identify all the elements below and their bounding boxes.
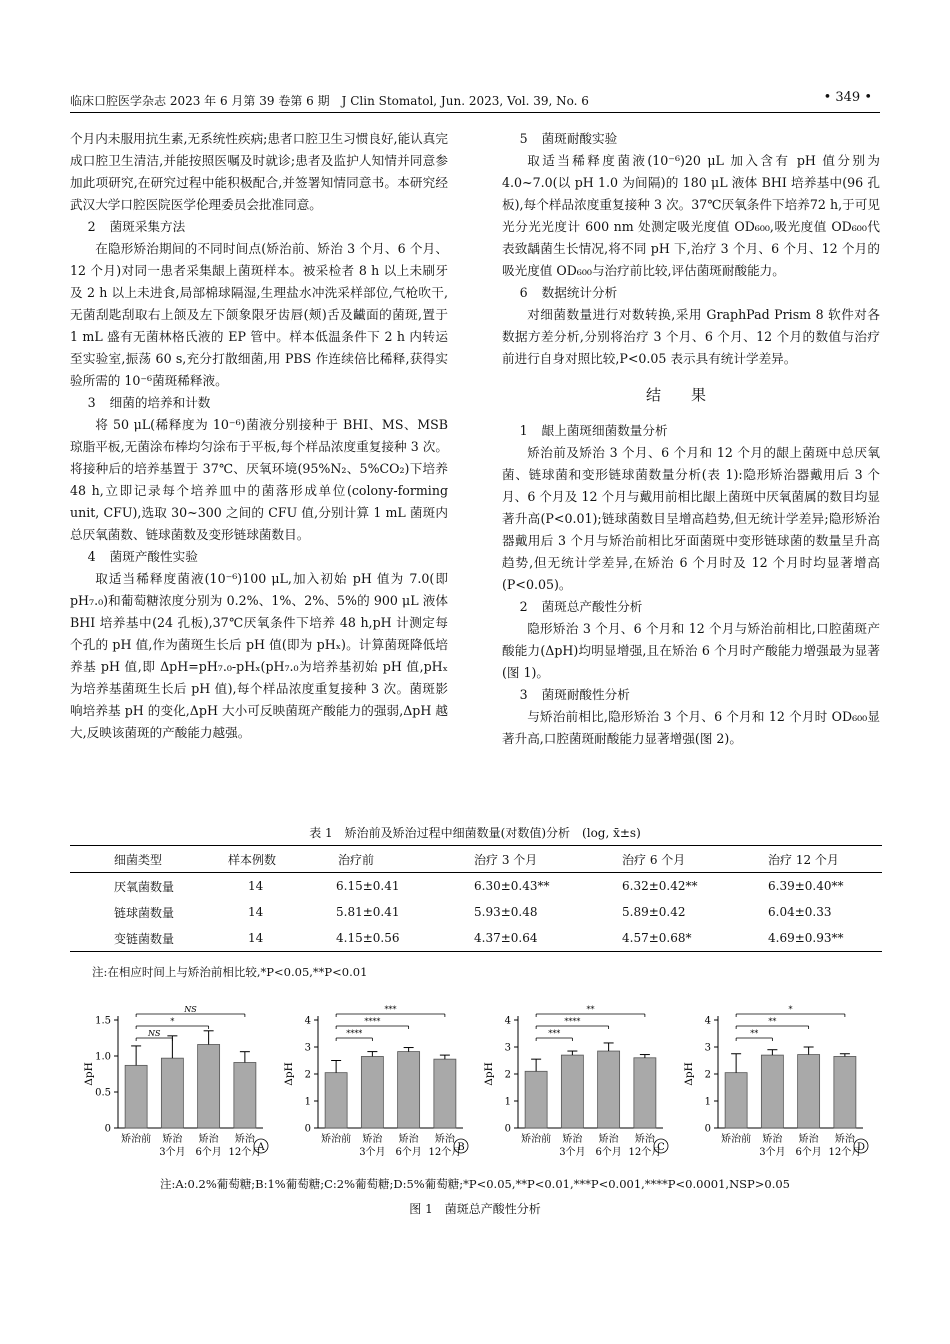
table-cell: 14 [248, 879, 264, 893]
y-tick-label: 4 [704, 1015, 711, 1027]
significance-label: ** [586, 1005, 595, 1014]
x-tick-label: 3个月 [359, 1147, 386, 1158]
table-cell: 厌氧菌数量 [114, 879, 175, 894]
section-heading: 1 龈上菌斑细菌数量分析 [519, 423, 668, 438]
x-tick-label: 6个月 [595, 1147, 622, 1158]
table-cell: 14 [248, 905, 264, 919]
y-tick-label: 0 [104, 1123, 111, 1135]
x-tick-label: 矫治 [634, 1134, 655, 1145]
paragraph: 对细菌数量进行对数转换,采用 GraphPad Prism 8 软件对各数据方差分析,分别将治疗 3 个月、6 个月、12 个月的数值与治疗前进行自身对照比较,P<0.05 表示具有统计学差异。 [502, 307, 880, 366]
y-tick-label: 4 [304, 1015, 311, 1027]
bar [161, 1058, 183, 1128]
y-tick-label: 1.5 [95, 1015, 111, 1027]
x-tick-label: 3个月 [759, 1147, 786, 1158]
bar [325, 1073, 347, 1128]
table-cell: 5.93±0.48 [474, 905, 538, 919]
panel-letter: C [657, 1142, 665, 1153]
table-header-row [70, 846, 882, 873]
table-row [70, 899, 882, 925]
y-tick-label: 2 [704, 1069, 711, 1081]
table-cell: 6.15±0.41 [336, 879, 400, 893]
section-heading: 3 细菌的培养和计数 [87, 395, 211, 410]
bar [125, 1065, 147, 1128]
section-heading: 4 菌斑产酸性实验 [87, 549, 198, 564]
column-header: 治疗前 [338, 852, 375, 867]
bar [234, 1062, 256, 1128]
x-tick-label: 矫治 [198, 1134, 219, 1145]
bar [525, 1071, 547, 1128]
y-tick-label: 3 [504, 1042, 511, 1054]
column-header: 治疗 6 个月 [622, 852, 686, 867]
section-heading: 5 菌斑耐酸实验 [519, 131, 618, 146]
y-tick-label: 1 [704, 1096, 711, 1108]
y-tick-label: 4 [504, 1015, 511, 1027]
x-tick-label: 12个月 [428, 1147, 462, 1158]
paragraph: 个月内未服用抗生素,无系统性疾病;患者口腔卫生习惯良好,能认真完成口腔卫生清洁,并能按照医嘱及时就诊;患者及监护人知情并同意参加此项研究,在研究过程中能积极配合,并签署知情同意书。本研究经武汉大学口腔医院医学伦理委员会批准同意。 [70, 131, 448, 212]
table-note: 注:在相应时间上与矫治前相比较,*P<0.05,**P<0.01 [92, 965, 368, 979]
x-tick-label: 矫治 [234, 1134, 255, 1145]
bar [198, 1044, 220, 1128]
significance-label: NS [184, 1005, 197, 1014]
x-tick-label: 6个月 [195, 1147, 222, 1158]
data-table [70, 845, 882, 952]
table-row [70, 873, 882, 900]
significance-label: **** [346, 1029, 363, 1038]
table-cell: 4.69±0.93** [768, 931, 844, 945]
x-tick-label: 12个月 [628, 1147, 662, 1158]
table-cell: 6.32±0.42** [622, 879, 698, 893]
bar [598, 1051, 620, 1128]
x-tick-label: 12个月 [828, 1147, 862, 1158]
y-tick-label: 0.5 [95, 1087, 111, 1099]
bar [725, 1073, 747, 1128]
table-row [70, 925, 882, 952]
y-axis-label: ΔpH [483, 1062, 495, 1086]
significance-label: NS [148, 1029, 161, 1038]
section-heading: 6 数据统计分析 [519, 285, 618, 300]
figure-1-bar-charts [78, 990, 878, 1175]
bar [798, 1055, 820, 1128]
y-tick-label: 3 [304, 1042, 311, 1054]
significance-label: ** [750, 1029, 759, 1038]
column-header: 治疗 3 个月 [474, 852, 538, 867]
y-tick-label: 2 [304, 1069, 311, 1081]
x-tick-label: 矫治前 [321, 1134, 352, 1145]
table-cell: 4.37±0.64 [474, 931, 538, 945]
table-cell: 14 [248, 931, 264, 945]
header-rule [70, 112, 880, 113]
paragraph: 取适当稀释度菌液(10⁻⁶)20 μL 加入含有 pH 值分别为 4.0~7.0(以 pH 1.0 为间隔)的 180 μL 液体 BHI 培养基中(96 孔板),每个样品浓度重复接种 3 次。37℃厌氧条件下培养72 h,于可见光分光光度计 600 nm 处测定吸光度值 OD₆₀₀,吸光度值 OD₆₀₀代表致龋菌生长情况,将不同 pH 下,治疗 3 个月、6 个月、12 个月的吸光度值 OD₆₀₀与治疗前比较,评估菌斑耐酸能力。 [502, 153, 880, 278]
x-tick-label: 3个月 [159, 1147, 186, 1158]
table-cell: 5.89±0.42 [622, 905, 686, 919]
significance-label: *** [548, 1029, 561, 1038]
y-tick-label: 2 [504, 1069, 511, 1081]
y-axis-label: ΔpH [683, 1062, 695, 1086]
running-header: 临床口腔医学杂志 2023 年 6 月第 39 卷第 6 期 J Clin Stomatol, Jun. 2023, Vol. 39, No. 6 [70, 94, 589, 108]
bar [361, 1056, 383, 1128]
table-cell: 6.30±0.43** [474, 879, 550, 893]
y-tick-label: 0 [704, 1123, 711, 1135]
significance-label: **** [364, 1017, 381, 1026]
y-tick-label: 1 [304, 1096, 311, 1108]
bar [761, 1055, 783, 1128]
left-column [70, 128, 448, 744]
y-tick-label: 1 [504, 1096, 511, 1108]
column-header: 治疗 12 个月 [768, 852, 839, 867]
panel-letter: D [856, 1142, 866, 1153]
right-column [502, 128, 880, 750]
paragraph: 将 50 μL(稀释度为 10⁻⁶)菌液分别接种于 BHI、MS、MSB 琼脂平板,无菌涂布棒均匀涂布于平板,每个样品浓度重复接种 3 次。将接种后的培养基置于 37℃、厌氧环境(95%N₂、5%CO₂)下培养 48 h,立即记录每个培养皿中的菌落形成单位(colony-forming unit, CFU),选取 30~300 之间的 CFU 值,分别计算 1 mL 菌斑内总厌氧菌数、链球菌数及变形链球菌数目。 [70, 417, 448, 542]
x-tick-label: 矫治 [762, 1134, 783, 1145]
bar [434, 1059, 456, 1128]
section-heading: 3 菌斑耐酸性分析 [519, 687, 630, 702]
section-heading: 2 菌斑总产酸性分析 [519, 599, 643, 614]
paragraph: 矫治前及矫治 3 个月、6 个月和 12 个月的龈上菌斑中总厌氧菌、链球菌和变形链球菌数量分析(表 1):隐形矫治器戴用后 3 个月、6 个月及 12 个月与戴用前相比龈上菌斑中厌氧菌属的数目均显著升高(P<0.01);链球菌数目呈增高趋势,但无统计学差异;隐形矫治器戴用后 3 个月与矫治前相比牙面菌斑中变形链球菌的数量呈升高趋势,但无统计学差异,在矫治 6 个月时及 12 个月时均显著增高(P<0.05)。 [502, 445, 880, 592]
y-tick-label: 3 [704, 1042, 711, 1054]
x-tick-label: 矫治 [398, 1134, 419, 1145]
x-tick-label: 矫治前 [121, 1134, 152, 1145]
significance-label: *** [384, 1005, 397, 1014]
x-tick-label: 矫治 [562, 1134, 583, 1145]
figure-note: 注:A:0.2%葡萄糖;B:1%葡萄糖;C:2%葡萄糖;D:5%葡萄糖;*P<0.05,**P<0.01,***P<0.001,****P<0.0001,NSP>0.05 [160, 1177, 790, 1191]
table-caption: 表 1 矫治前及矫治过程中细菌数量(对数值)分析 (log, x̄±s) [309, 826, 641, 840]
bar [634, 1058, 656, 1128]
paragraph: 在隐形矫治期间的不同时间点(矫治前、矫治 3 个月、6 个月、12 个月)对同一患者采集龈上菌斑样本。被采检者 8 h 以上未刷牙及 2 h 以上未进食,局部棉球隔湿,生理盐水冲洗采样部位,气枪吹干,无菌刮匙刮取右上颌及左下颌象限牙齿唇(颊)舌及䶪面的菌斑,置于 1 mL 盛有无菌林格氏液的 EP 管中。样本低温条件下 2 h 内转运至实验室,振荡 60 s,充分打散细菌,用 PBS 作连续倍比稀释,获得实验所需的 10⁻⁶菌斑稀释液。 [70, 241, 448, 388]
bar [398, 1052, 420, 1128]
section-heading: 2 菌斑采集方法 [87, 219, 186, 234]
x-tick-label: 矫治 [834, 1134, 855, 1145]
y-tick-label: 0 [504, 1123, 511, 1135]
table-cell: 变链菌数量 [114, 931, 175, 946]
y-axis-label: ΔpH [83, 1062, 95, 1086]
column-header: 细菌类型 [114, 852, 163, 867]
column-header: 样本例数 [228, 852, 277, 867]
significance-label: * [788, 1005, 793, 1014]
significance-label: ** [768, 1017, 777, 1026]
table-cell: 6.39±0.40** [768, 879, 844, 893]
panel-letter: B [457, 1142, 465, 1153]
table-cell: 4.15±0.56 [336, 931, 400, 945]
x-tick-label: 矫治 [434, 1134, 455, 1145]
y-tick-label: 0 [304, 1123, 311, 1135]
x-tick-label: 矫治 [598, 1134, 619, 1145]
x-tick-label: 3个月 [559, 1147, 586, 1158]
table-cell: 5.81±0.41 [336, 905, 400, 919]
x-tick-label: 矫治 [362, 1134, 383, 1145]
bar [834, 1056, 856, 1128]
significance-label: * [170, 1017, 175, 1026]
x-tick-label: 矫治 [162, 1134, 183, 1145]
x-tick-label: 矫治 [798, 1134, 819, 1145]
x-tick-label: 6个月 [795, 1147, 822, 1158]
x-tick-label: 矫治前 [521, 1134, 552, 1145]
x-tick-label: 矫治前 [721, 1134, 752, 1145]
paragraph: 与矫治前相比,隐形矫治 3 个月、6 个月和 12 个月时 OD₆₀₀显著升高,口腔菌斑耐酸能力显著增强(图 2)。 [502, 709, 880, 746]
table-cell: 6.04±0.33 [768, 905, 832, 919]
x-tick-label: 6个月 [395, 1147, 422, 1158]
y-axis-label: ΔpH [283, 1062, 295, 1086]
paragraph: 隐形矫治 3 个月、6 个月和 12 个月与矫治前相比,口腔菌斑产酸能力(ΔpH)均明显增强,且在矫治 6 个月时产酸能力增强最为显著(图 1)。 [502, 621, 880, 680]
figure-caption: 图 1 菌斑总产酸性分析 [409, 1202, 541, 1216]
page-number: • 349 • [823, 90, 872, 105]
y-tick-label: 1.0 [95, 1051, 111, 1063]
table-cell: 链球菌数量 [114, 905, 175, 920]
x-tick-label: 12个月 [228, 1147, 262, 1158]
paragraph: 取适当稀释度菌液(10⁻⁶)100 μL,加入初始 pH 值为 7.0(即 pH₇.₀)和葡萄糖浓度分别为 0.2%、1%、2%、5%的 900 μL 液体 BHI 培养基中(24 孔板),37℃厌氧条件下培养 48 h,pH 计测定每个孔的 pH 值,作为菌斑生长后 pH 值(即为 pHₓ)。计算菌斑降低培养基 pH 值,即 ΔpH=pH₇.₀-pHₓ(pH₇.₀为培养基初始 pH 值,pHₓ为培养基菌斑生长后 pH 值),每个样品浓度重复接种 3 次。菌斑影响培养基 pH 的变化,ΔpH 大小可反映菌斑产酸能力的强弱,ΔpH 越大,反映该菌斑的产酸能力越强。 [70, 571, 448, 740]
bar [561, 1055, 583, 1128]
significance-label: **** [564, 1017, 581, 1026]
table-cell: 4.57±0.68* [622, 931, 692, 945]
results-heading: 结果 [645, 386, 736, 404]
panel-letter: A [257, 1142, 265, 1153]
